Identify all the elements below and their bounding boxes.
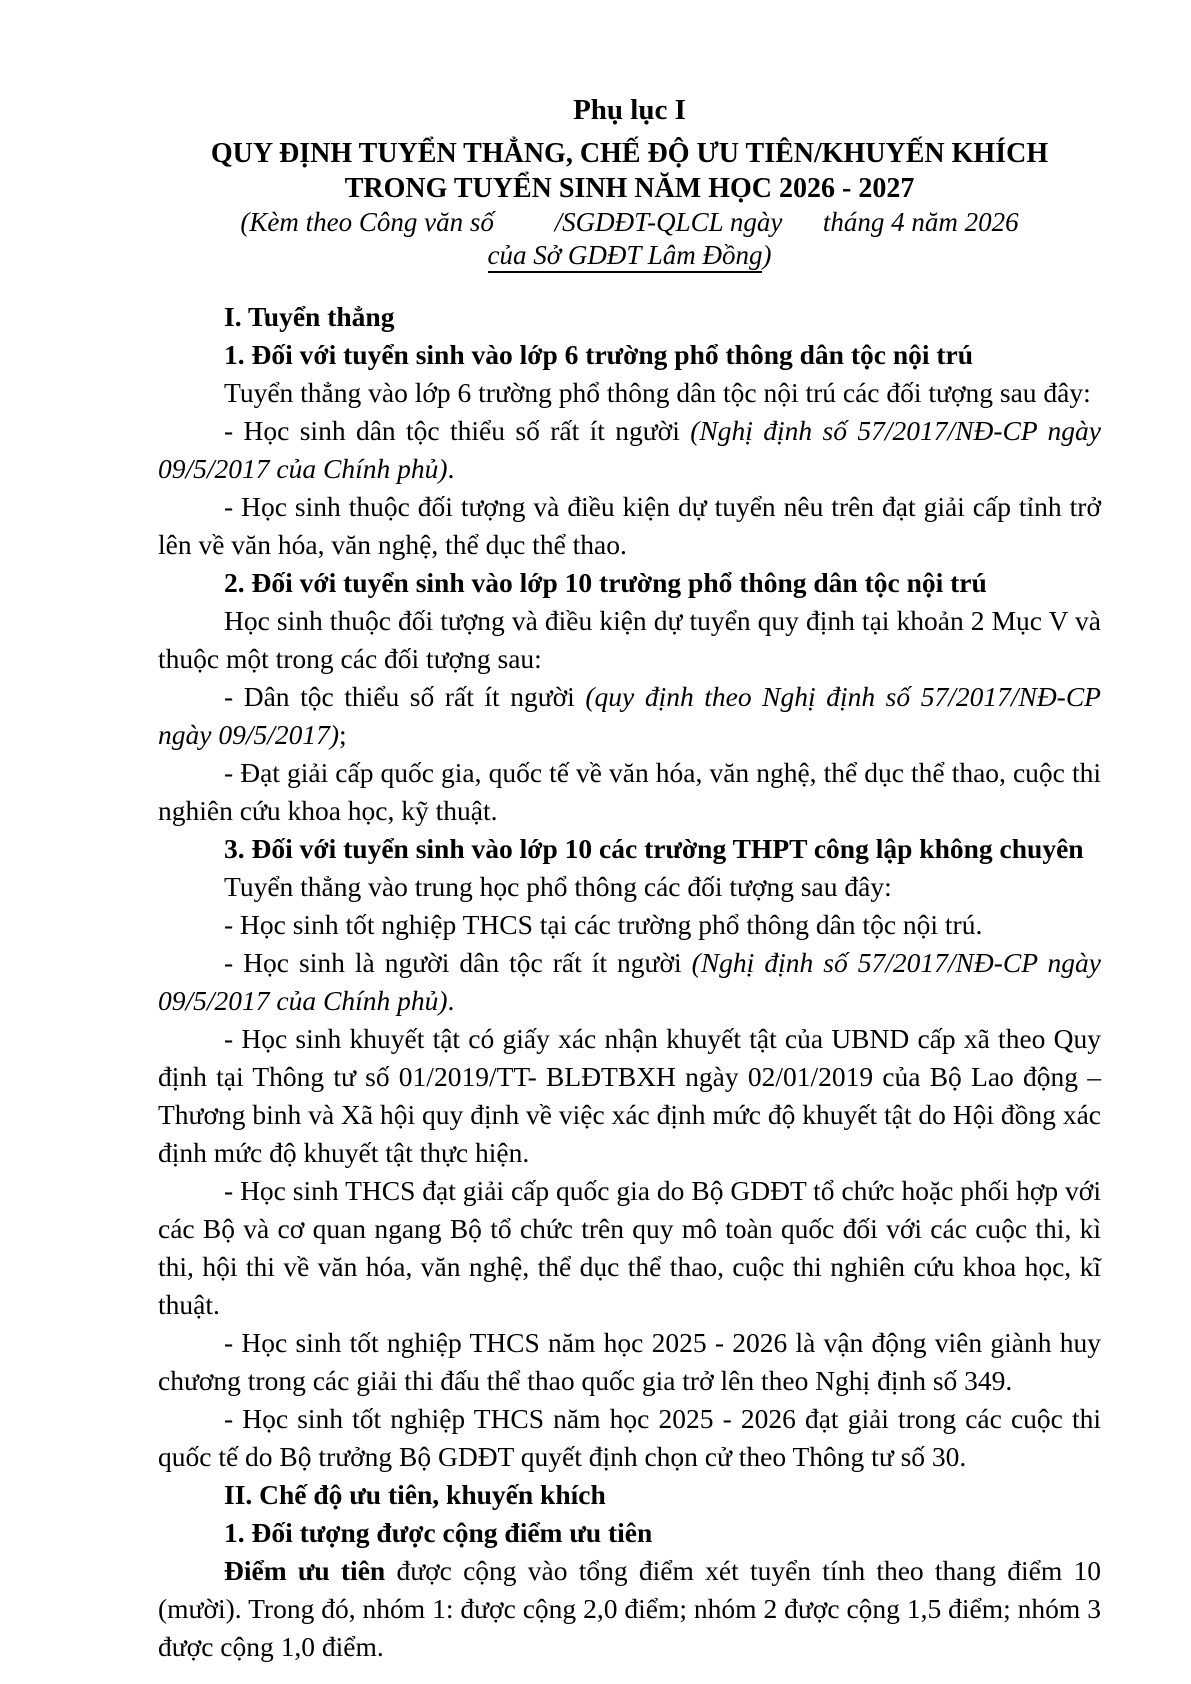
text-run: - Đạt giải cấp quốc gia, quốc tế về văn hóa, văn nghệ, thể dục thể thao, cuộc thi nghiên cứu khoa học, kỹ thuật.: [158, 757, 1101, 826]
para-diem-uu-tien: [158, 1552, 1101, 1666]
text-run: - Dân tộc thiểu số rất ít người: [224, 681, 586, 712]
text-run: - Học sinh khuyết tật có giấy xác nhận khuyết tật của UBND cấp xã theo Quy định tại Thông tư số 01/2019/TT- BLĐTBXH ngày 02/01/2019 của Bộ Lao động – Thương binh và Xã hội quy định về việc xác định mức độ khuyết tật do Hội đồng xác định mức độ khuyết tật thực hiện.: [158, 1023, 1101, 1168]
heading-II-1: [158, 1514, 1101, 1552]
appendix-title: Phụ lục I: [573, 94, 686, 126]
bullet-giai-cap-tinh: [158, 488, 1101, 564]
issuer-name: của Sở GDĐT Lâm Đồng: [488, 240, 763, 273]
text-run: II. Chế độ ưu tiên, khuyến khích: [224, 1479, 606, 1510]
bullet-dat-giai-quoc-gia: [158, 754, 1101, 830]
text-run: 1. Đối tượng được cộng điểm ưu tiên: [224, 1517, 653, 1548]
text-run: - Học sinh là người dân tộc rất ít người: [224, 947, 692, 978]
text-run: - Học sinh dân tộc thiểu số rất ít người: [224, 415, 691, 446]
bullet-van-dong-vien: [158, 1324, 1101, 1400]
para-lop10-intro: [158, 602, 1101, 678]
text-run: - Học sinh tốt nghiệp THCS năm học 2025 - 2026 là vận động viên giành huy chương trong các giải thi đấu thể thao quốc gia trở lên theo Nghị định số 349.: [158, 1327, 1101, 1396]
bullet-dan-toc-thieu-so: [158, 412, 1101, 488]
document-title-line2: TRONG TUYỂN SINH NĂM HỌC 2026 - 2027: [344, 173, 915, 204]
text-run: Học sinh thuộc đối tượng và điều kiện dự tuyển quy định tại khoản 2 Mục V và thuộc một trong các đối tượng sau:: [158, 605, 1101, 674]
issuance-note-line1: (Kèm theo Công văn số /SGDĐT-QLCL ngày tháng 4 năm 2026: [240, 207, 1019, 237]
text-run: Tuyển thẳng vào trung học phổ thông các đối tượng sau đây:: [224, 871, 892, 902]
bullet-tot-nghiep-noitru: [158, 906, 1101, 944]
text-run: (Nghị định số 57/2017/NĐ-CP ngày 09/5/2017 của Chính phủ): [158, 415, 1101, 484]
text-run: Tuyển thẳng vào lớp 6 trường phổ thông dân tộc nội trú các đối tượng sau đây:: [224, 377, 1091, 408]
text-run: 1. Đối với tuyển sinh vào lớp 6 trường phổ thông dân tộc nội trú: [224, 339, 974, 370]
text-run: - Học sinh thuộc đối tượng và điều kiện dự tuyển nêu trên đạt giải cấp tỉnh trở lên về văn hóa, văn nghệ, thể dục thể thao.: [158, 491, 1101, 560]
heading-3-lop10-thpt: [158, 830, 1101, 868]
text-run: - Học sinh tốt nghiệp THCS tại các trường phổ thông dân tộc nội trú.: [224, 909, 983, 940]
text-run: (quy định theo Nghị định số 57/2017/NĐ-CP ngày 09/5/2017): [158, 681, 1101, 750]
bullet-dan-toc-rat-it-nguoi: [158, 678, 1101, 754]
section-I-heading: [158, 298, 1101, 336]
section-II-heading: [158, 1476, 1101, 1514]
text-run: (Nghị định số 57/2017/NĐ-CP ngày 09/5/2017 của Chính phủ): [158, 947, 1101, 1016]
document-header: [158, 92, 1101, 272]
text-run: .: [447, 985, 455, 1016]
text-run: .: [447, 453, 455, 484]
para-thpt-intro: [158, 868, 1101, 906]
text-run: - Học sinh tốt nghiệp THCS năm học 2025 - 2026 đạt giải trong các cuộc thi quốc tế do Bộ trưởng Bộ GDĐT quyết định chọn cử theo Thông tư số 30.: [158, 1403, 1101, 1472]
bullet-giai-quoc-te: [158, 1400, 1101, 1476]
bullet-nguoi-dan-toc: [158, 944, 1101, 1020]
bullet-khuyet-tat: [158, 1020, 1101, 1172]
text-run: I. Tuyển thẳng: [224, 301, 395, 332]
text-run: ;: [339, 719, 347, 750]
para-lop6-intro: [158, 374, 1101, 412]
text-run: 2. Đối với tuyển sinh vào lớp 10 trường phổ thông dân tộc nội trú: [224, 567, 987, 598]
text-run: - Học sinh THCS đạt giải cấp quốc gia do Bộ GDĐT tổ chức hoặc phối hợp với các Bộ và cơ quan ngang Bộ tổ chức trên quy mô toàn quốc đối với các cuộc thi, kì thi, hội thi về văn hóa, văn nghệ, thể dục thể thao, cuộc thi nghiên cứu khoa học, kĩ thuật.: [158, 1175, 1101, 1320]
document-body: [158, 298, 1101, 1666]
heading-2-lop10-noitru: [158, 564, 1101, 602]
text-run: được cộng vào tổng điểm xét tuyển tính theo thang điểm 10 (mười). Trong đó, nhóm 1: được cộng 2,0 điểm; nhóm 2 được cộng 1,5 điểm; nhóm 3 được cộng 1,0 điểm.: [158, 1555, 1101, 1662]
bullet-giai-quoc-gia-gddt: [158, 1172, 1101, 1324]
text-run: Điểm ưu tiên: [224, 1555, 386, 1586]
text-run: 3. Đối với tuyển sinh vào lớp 10 các trường THPT công lập không chuyên: [224, 833, 1084, 864]
document-title-line1: QUY ĐỊNH TUYỂN THẲNG, CHẾ ĐỘ ƯU TIÊN/KHUYẾN KHÍCH: [210, 138, 1049, 169]
issuance-note-line2: [158, 239, 1101, 272]
heading-1-lop6: [158, 336, 1101, 374]
issuer-name-tail: ): [762, 240, 772, 270]
